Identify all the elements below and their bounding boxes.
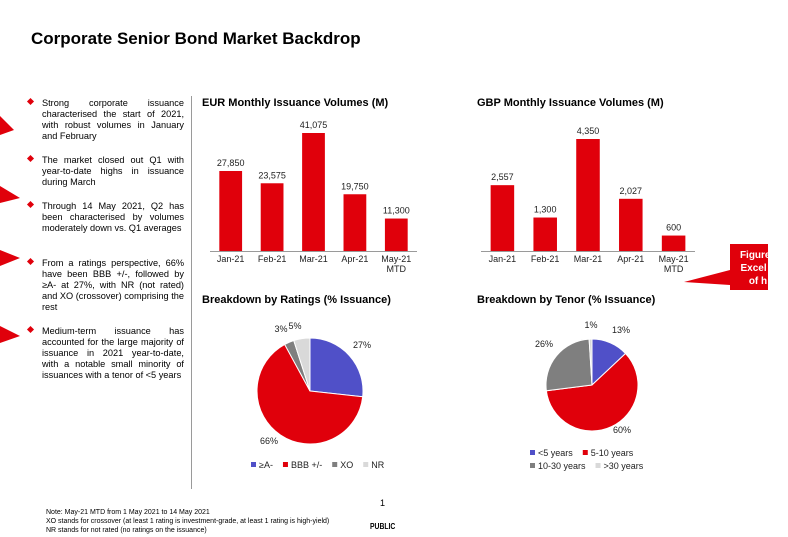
legend-swatch xyxy=(596,463,601,468)
legend-label: BBB +/- xyxy=(290,460,323,470)
eur-chart-title: EUR Monthly Issuance Volumes (M) xyxy=(202,97,389,109)
x-tick-label: May-21 xyxy=(381,254,412,264)
callout-line: Figures xyxy=(739,250,777,261)
bar xyxy=(576,139,600,251)
bar-value-label: 41,075 xyxy=(299,120,328,130)
bar xyxy=(302,133,325,251)
bar-value-label: 2,027 xyxy=(619,185,643,196)
bar xyxy=(344,194,367,251)
legend-label: NR xyxy=(371,460,385,470)
legend-label: >30 years xyxy=(603,461,644,471)
legend-swatch xyxy=(530,463,535,468)
bar-value-label: 1,300 xyxy=(533,204,557,215)
x-tick-label: Mar-21 xyxy=(573,254,603,264)
ratings-chart-title: Breakdown by Ratings (% Issuance) xyxy=(202,294,391,306)
x-tick-label: Jan-21 xyxy=(216,254,245,264)
legend-swatch xyxy=(283,462,288,467)
page-number: 1 xyxy=(380,498,386,508)
pie-value-label: 3% xyxy=(274,324,288,334)
bar xyxy=(219,171,242,251)
bullet-text: Through 14 May 2021, Q2 has been characterised by volumes moderately down vs. Q1 averages xyxy=(42,201,184,233)
footnote: XO stands for crossover (at least 1 rating is investment-grade, at least 1 rating is high-yield) xyxy=(46,518,330,525)
bullet-text: Medium-term issuance has accounted for the large majority of issuance in 2021 year-to-date, with a notable small minority of issuances with a tenor of <5 years xyxy=(42,326,184,380)
x-tick-label: Jan-21 xyxy=(488,254,517,264)
footnotes xyxy=(46,508,329,535)
pie-value-label: 5% xyxy=(288,321,302,331)
bar xyxy=(385,219,408,251)
bar xyxy=(619,199,643,251)
bullet-text: Strong corporate issuance characterised the start of 2021, with robust volumes in January and February xyxy=(42,98,184,141)
legend-swatch xyxy=(530,450,535,455)
legend-label: ≥A- xyxy=(259,460,273,470)
x-tick-label: MTD xyxy=(386,264,407,274)
bar-value-label: 600 xyxy=(666,222,682,233)
x-tick-label: May-21 xyxy=(658,254,689,264)
x-tick-label: Mar-21 xyxy=(299,254,328,264)
x-tick-label: Feb-21 xyxy=(257,254,287,264)
bar-value-label: 4,350 xyxy=(576,126,600,136)
callout-line: of h xyxy=(748,276,768,287)
bar xyxy=(261,183,284,251)
legend-swatch xyxy=(363,462,368,467)
bar-value-label: 11,300 xyxy=(382,205,410,216)
x-tick-label: Feb-21 xyxy=(530,254,560,264)
page-title: Corporate Senior Bond Market Backdrop xyxy=(31,29,361,48)
bar xyxy=(662,236,686,251)
footnote: NR stands for not rated (no ratings on the issuance) xyxy=(46,527,207,534)
pie-value-label: 60% xyxy=(612,425,632,435)
legend-label: <5 years xyxy=(538,448,573,458)
legend-swatch xyxy=(251,462,256,467)
pie-value-label: 1% xyxy=(584,320,598,330)
pie-value-label: 27% xyxy=(352,340,372,350)
bar-value-label: 23,575 xyxy=(258,170,286,181)
bar-value-label: 2,557 xyxy=(491,172,514,183)
bar-value-label: 19,750 xyxy=(341,181,369,192)
bar-value-label: 27,850 xyxy=(216,157,245,168)
callout-line: Excel T xyxy=(740,263,776,274)
legend-swatch xyxy=(332,462,337,467)
bar xyxy=(491,185,515,251)
bar xyxy=(533,218,557,251)
footnote: Note: May-21 MTD from 1 May 2021 to 14 May 2021 xyxy=(46,509,210,516)
bullet-text: The market closed out Q1 with year-to-date highs in issuance during March xyxy=(42,155,184,187)
classification-label: PUBLIC xyxy=(370,522,396,531)
x-tick-label: Apr-21 xyxy=(341,254,369,264)
tenor-chart-title: Breakdown by Tenor (% Issuance) xyxy=(477,294,656,306)
legend-label: 5-10 years xyxy=(590,448,634,458)
pie-value-label: 66% xyxy=(259,436,279,446)
bullet-text: From a ratings perspective, 66% have been BBB +/-, followed by ≥A- at 27%, with NR (not rated) and XO (crossover) comprising the rest xyxy=(42,258,184,312)
legend-label: XO xyxy=(340,460,354,470)
legend-swatch xyxy=(583,450,588,455)
x-tick-label: Apr-21 xyxy=(617,254,645,264)
gbp-chart-title: GBP Monthly Issuance Volumes (M) xyxy=(477,97,664,109)
pie-value-label: 13% xyxy=(611,325,631,335)
x-tick-label: MTD xyxy=(663,264,684,274)
legend-label: 10-30 years xyxy=(538,461,586,471)
pie-value-label: 26% xyxy=(534,339,554,349)
